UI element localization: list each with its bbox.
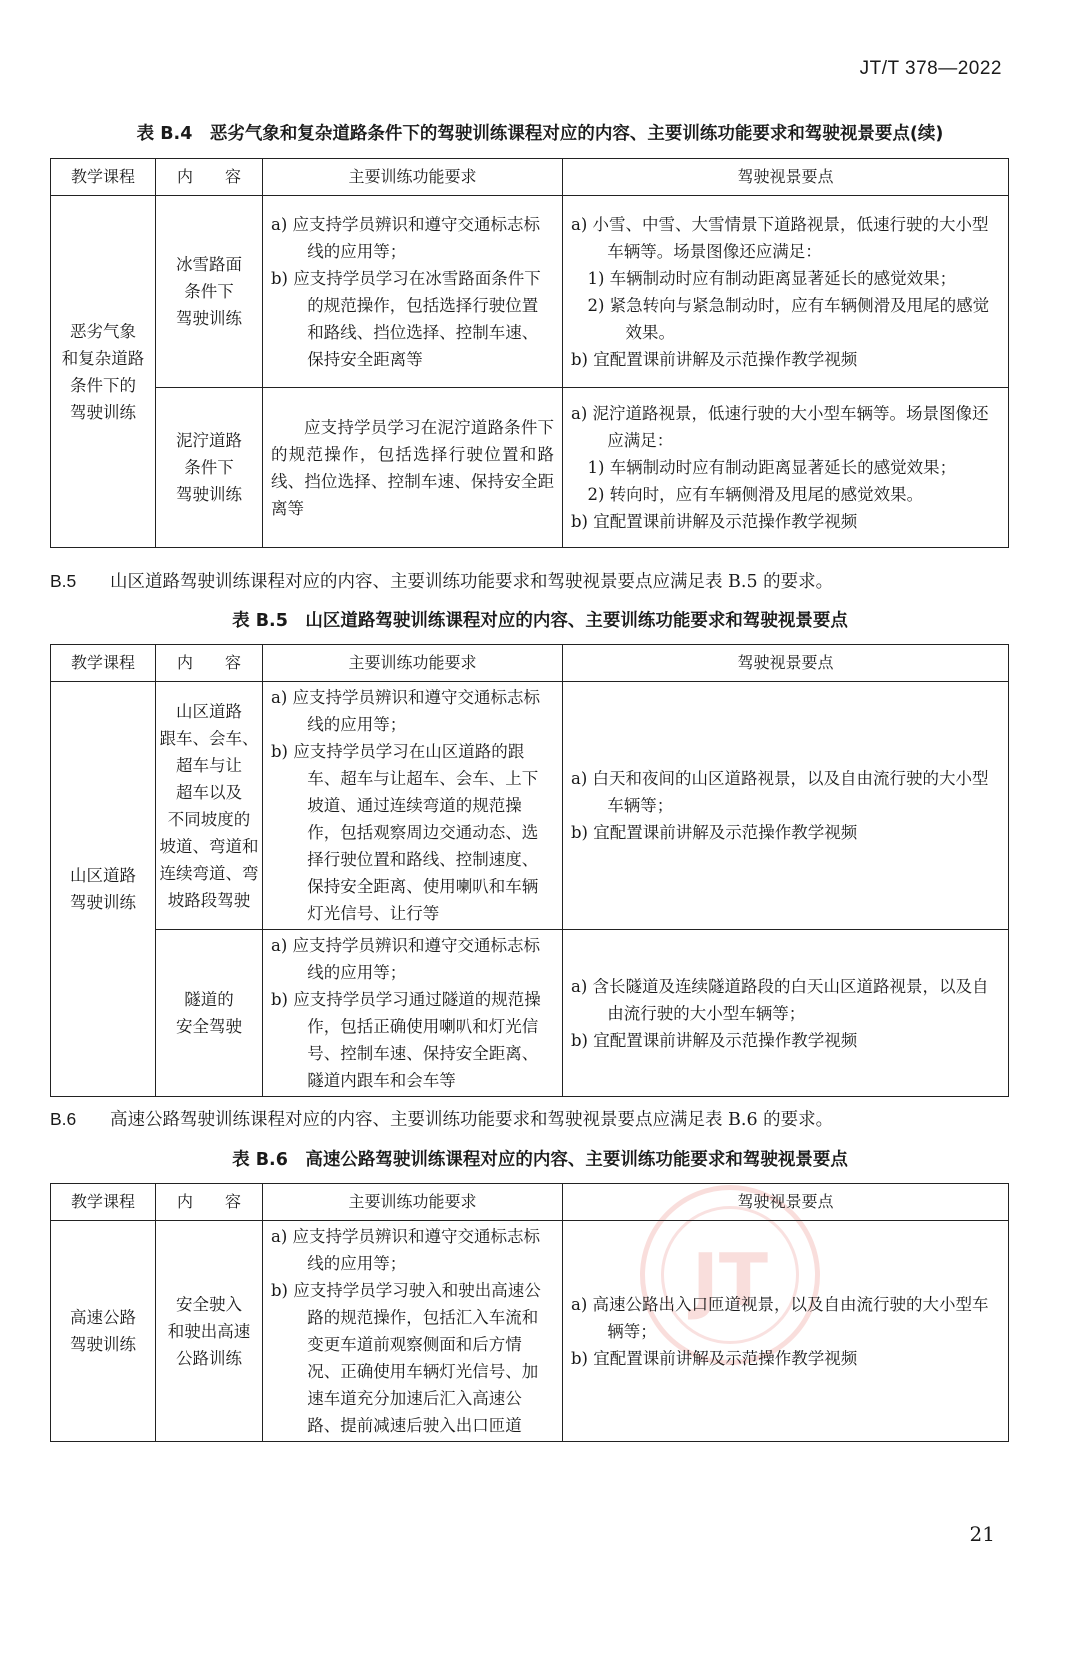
table-row xyxy=(51,388,1009,548)
course-cell: 恶劣气象 和复杂道路 条件下的 驾驶训练 xyxy=(51,196,156,548)
scene-cell: a) 含长隧道及连续隧道路段的白天山区道路视景，以及自由流行驶的大小型车辆等； b) 宜配置课前讲解及示范操作教学视频 xyxy=(563,930,1009,1097)
header-scene: 驾驶视景要点 xyxy=(563,1184,1009,1221)
clause-b5 xyxy=(50,568,833,593)
table-b6 xyxy=(50,1183,1009,1442)
clause-text: 山区道路驾驶训练课程对应的内容、主要训练功能要求和驾驶视景要点应满足表 B.5 的要求。 xyxy=(110,572,834,592)
content-cell: 泥泞道路 条件下 驾驶训练 xyxy=(156,388,263,548)
header-scene: 驾驶视景要点 xyxy=(563,159,1009,196)
clause-b6 xyxy=(50,1106,833,1131)
clause-number: B.6 xyxy=(50,1109,77,1129)
document-code: JT/T 378—2022 xyxy=(859,58,1002,79)
header-course: 教学课程 xyxy=(51,159,156,196)
page-number: 21 xyxy=(969,1522,995,1546)
table-header-row xyxy=(51,159,1009,196)
table-b4 xyxy=(50,158,1009,548)
table-b6-title: 表 B.6 高速公路驾驶训练课程对应的内容、主要训练功能要求和驾驶视景要点 xyxy=(232,1150,848,1170)
scene-cell: a) 白天和夜间的山区道路视景，以及自由流行驶的大小型车辆等； b) 宜配置课前讲解及示范操作教学视频 xyxy=(563,682,1009,930)
header-function: 主要训练功能要求 xyxy=(263,159,563,196)
header-content: 内 容 xyxy=(156,159,263,196)
course-cell: 山区道路 驾驶训练 xyxy=(51,682,156,1097)
table-b5-title: 表 B.5 山区道路驾驶训练课程对应的内容、主要训练功能要求和驾驶视景要点 xyxy=(232,611,848,631)
header-course: 教学课程 xyxy=(51,645,156,682)
header-scene: 驾驶视景要点 xyxy=(563,645,1009,682)
table-row xyxy=(51,930,1009,1097)
header-function: 主要训练功能要求 xyxy=(263,645,563,682)
table-row xyxy=(51,1221,1009,1442)
function-cell: 应支持学员学习在泥泞道路条件下的规范操作，包括选择行驶位置和路线、挡位选择、控制车速、保持安全距离等 xyxy=(263,388,563,548)
content-cell: 冰雪路面 条件下 驾驶训练 xyxy=(156,196,263,388)
function-cell: a) 应支持学员辨识和遵守交通标志标线的应用等； b) 应支持学员学习在冰雪路面条件下的规范操作，包括选择行驶位置和路线、挡位选择、控制车速、保持安全距离等 xyxy=(263,196,563,388)
content-cell: 隧道的 安全驾驶 xyxy=(156,930,263,1097)
watermark-logo: JT xyxy=(692,1238,768,1322)
table-b5 xyxy=(50,644,1009,1097)
table-header-row xyxy=(51,645,1009,682)
scene-cell: a) 高速公路出入口匝道视景，以及自由流行驶的大小型车辆等； b) 宜配置课前讲解及示范操作教学视频 xyxy=(563,1221,1009,1442)
clause-text: 高速公路驾驶训练课程对应的内容、主要训练功能要求和驾驶视景要点应满足表 B.6 的要求。 xyxy=(110,1110,834,1130)
header-content: 内 容 xyxy=(156,1184,263,1221)
header-course: 教学课程 xyxy=(51,1184,156,1221)
content-cell: 安全驶入 和驶出高速 公路训练 xyxy=(156,1221,263,1442)
function-cell: a) 应支持学员辨识和遵守交通标志标线的应用等； b) 应支持学员学习在山区道路的跟车、超车与让超车、会车、上下坡道、通过连续弯道的规范操作，包括观察周边交通动态、选择行驶位置和路线、控制速度、保持安全距离、使用喇叭和车辆灯光信号、让行等 xyxy=(263,682,563,930)
table-row xyxy=(51,196,1009,388)
scene-cell: a) 小雪、中雪、大雪情景下道路视景，低速行驶的大小型车辆等。场景图像还应满足： 1) 车辆制动时应有制动距离显著延长的感觉效果； 2) 紧急转向与紧急制动时，应有车辆侧滑及甩尾的感觉效果。 b) 宜配置课前讲解及示范操作教学视频 xyxy=(563,196,1009,388)
table-header-row xyxy=(51,1184,1009,1221)
scene-cell: a) 泥泞道路视景，低速行驶的大小型车辆等。场景图像还应满足： 1) 车辆制动时应有制动距离显著延长的感觉效果； 2) 转向时，应有车辆侧滑及甩尾的感觉效果。 b) 宜配置课前讲解及示范操作教学视频 xyxy=(563,388,1009,548)
table-row xyxy=(51,682,1009,930)
header-function: 主要训练功能要求 xyxy=(263,1184,563,1221)
content-cell: 山区道路 跟车、会车、 超车与让 超车以及 不同坡度的 坡道、弯道和 连续弯道、弯 坡路段驾驶 xyxy=(156,682,263,930)
function-cell: a) 应支持学员辨识和遵守交通标志标线的应用等； b) 应支持学员学习驶入和驶出高速公路的规范操作，包括汇入车流和变更车道前观察侧面和后方情况、正确使用车辆灯光信号、加速车道充分加速后汇入高速公路、提前减速后驶入出口匝道 xyxy=(263,1221,563,1442)
table-b4-title: 表 B.4 恶劣气象和复杂道路条件下的驾驶训练课程对应的内容、主要训练功能要求和驾驶视景要点(续) xyxy=(136,124,944,144)
clause-number: B.5 xyxy=(50,571,77,591)
function-cell: a) 应支持学员辨识和遵守交通标志标线的应用等； b) 应支持学员学习通过隧道的规范操作，包括正确使用喇叭和灯光信号、控制车速、保持安全距离、隧道内跟车和会车等 xyxy=(263,930,563,1097)
header-content: 内 容 xyxy=(156,645,263,682)
course-cell: 高速公路 驾驶训练 xyxy=(51,1221,156,1442)
